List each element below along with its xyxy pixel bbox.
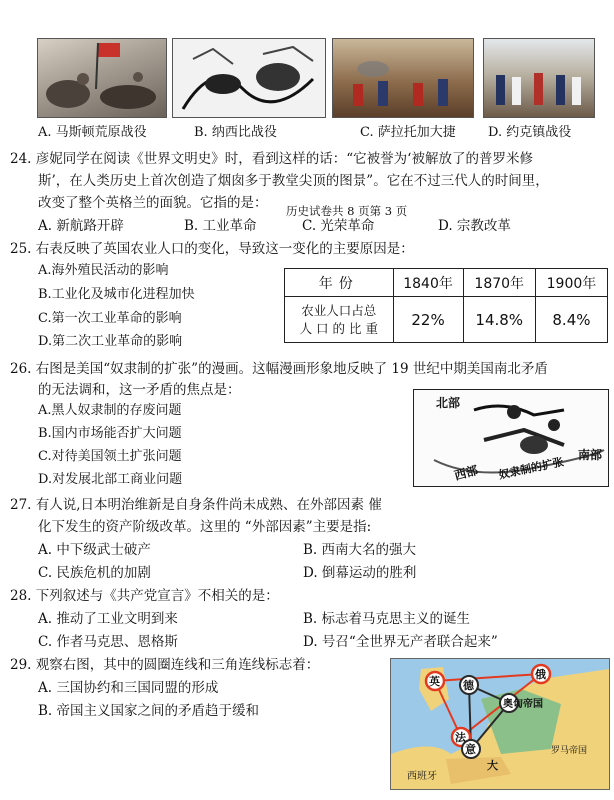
q29-stem: 29. 观察右图，其中的圆圈连线和三角连线标志着： <box>10 657 320 673</box>
table-value-1870: 14.8% <box>463 297 535 343</box>
q28-option-c: C. 作者马克思、恩格斯 <box>38 634 178 650</box>
q25-option-d: D.第二次工业革命的影响 <box>38 334 183 349</box>
map-label-uk: 英 <box>429 675 440 688</box>
page-label: 历史试卷共 8 页第 3 页 <box>286 204 408 218</box>
q24-line-2: 斯’，在人类历史上首次创造了烟囱多于教堂尖顶的图景”。它在不过三代人的时间里， <box>38 173 549 189</box>
map-label-germany: 德 <box>463 679 474 692</box>
q27-line-2: 化下发生的资产阶级改革。这里的 “外部因素”主要是指: <box>38 519 372 535</box>
cartoon-caption: 奴隶制的扩张 <box>497 455 565 482</box>
q27-option-b: B. 西南大名的强大 <box>303 542 417 558</box>
map-label-italy: 意 <box>465 743 476 756</box>
table-value-1840: 22% <box>393 297 463 343</box>
map-label-big: 大 <box>487 759 498 772</box>
cartoon-label-west: 西部 <box>452 463 480 483</box>
q28-option-b: B. 标志着马克思主义的诞生 <box>303 611 471 627</box>
cartoon-label-north: 北部 <box>436 396 461 410</box>
q28-stem: 28. 下列叙述与《共产党宣言》不相关的是： <box>10 588 279 604</box>
image-marston-moor <box>37 38 167 118</box>
battle-scene-3 <box>333 39 473 117</box>
q25-option-a: A.海外殖民活动的影响 <box>38 263 169 278</box>
image-yorktown <box>483 38 595 118</box>
q26-line-1: 26. 右图是美国“奴隶制的扩张”的漫画。这幅漫画形象地反映了 19 世纪中期美国南北矛盾 <box>10 361 548 377</box>
q28-option-a: A. 推动了工业文明到来 <box>38 611 178 627</box>
agri-population-table <box>284 268 608 343</box>
q24-line-3: 改变了整个英格兰的面貌。它指的是： <box>38 195 268 211</box>
q27-option-d: D. 倒幕运动的胜利 <box>303 565 417 581</box>
table-year-1870: 1870年 <box>463 269 535 297</box>
table-row-label-line-2: 人 口 的 比 重 <box>299 320 378 336</box>
table-value-1900: 8.4% <box>535 297 607 343</box>
map-label-ottoman: 罗马帝国 <box>551 746 588 756</box>
q25-stem: 25. 右表反映了英国农业人口的变化，导致这一变化的主要原因是： <box>10 241 414 257</box>
map-label-spain: 西班牙 <box>407 771 437 782</box>
q23-option-b: B. 纳西比战役 <box>194 125 277 140</box>
q26-option-b: B.国内市场能否扩大问题 <box>38 426 182 441</box>
table-row-label <box>285 297 394 343</box>
map-label-austria-hungary: 奥匈帝国 <box>503 699 543 710</box>
q27-line-1: 27. 有人说,日本明治维新是自身条件尚未成熟、在外部因素 催 <box>10 497 382 513</box>
q25-option-b: B.工业化及城市化进程加快 <box>38 287 195 302</box>
map-label-france: 法 <box>455 731 466 744</box>
q24-option-d: D. 宗教改革 <box>438 218 511 234</box>
cartoon-label-south: 南部 <box>578 448 603 462</box>
q29-option-a: A. 三国协约和三国同盟的形成 <box>38 680 219 696</box>
q26-option-d: D.对发展北部工商业问题 <box>38 472 183 487</box>
q26-line-2: 的无法调和，这一矛盾的焦点是： <box>38 382 241 398</box>
q24-option-a: A. 新航路开辟 <box>38 218 124 234</box>
table-header-label: 年份 <box>285 269 394 297</box>
image-naseby <box>172 38 326 118</box>
map-label-russia: 俄 <box>535 668 546 681</box>
q24-option-c: C. 光荣革命 <box>302 218 375 234</box>
q27-option-c: C. 民族危机的加剧 <box>38 565 151 581</box>
q23-option-a: A. 马斯顿荒原战役 <box>38 125 147 140</box>
q25-option-c: C.第一次工业革命的影响 <box>38 311 182 326</box>
table-year-1840: 1840年 <box>393 269 463 297</box>
q29-option-b: B. 帝国主义国家之间的矛盾趋于缓和 <box>38 703 260 719</box>
q23-option-d: D. 约克镇战役 <box>488 125 572 140</box>
q26-option-a: A.黑人奴隶制的存废问题 <box>38 403 182 418</box>
battle-scene-1 <box>38 39 166 117</box>
image-saratoga <box>332 38 474 118</box>
battle-scene-2 <box>173 39 325 117</box>
q23-option-c: C. 萨拉托加大捷 <box>360 125 456 140</box>
q24-line-1: 24. 彦妮同学在阅读《世界文明史》时，看到这样的话：“它被誉为‘被解放了的普罗米修 <box>10 151 533 167</box>
q24-option-b: B. 工业革命 <box>184 218 257 234</box>
table-row-label-line-1: 农业人口占总 <box>301 302 377 318</box>
slavery-expansion-cartoon <box>413 389 609 487</box>
europe-alliance-map <box>390 658 610 790</box>
battle-scene-4 <box>484 39 594 117</box>
q27-option-a: A. 中下级武士破产 <box>38 542 151 558</box>
q26-option-c: C.对待美国领土扩张问题 <box>38 449 182 464</box>
q28-option-d: D. 号召“全世界无产者联合起来” <box>303 634 498 650</box>
table-year-1900: 1900年 <box>535 269 607 297</box>
